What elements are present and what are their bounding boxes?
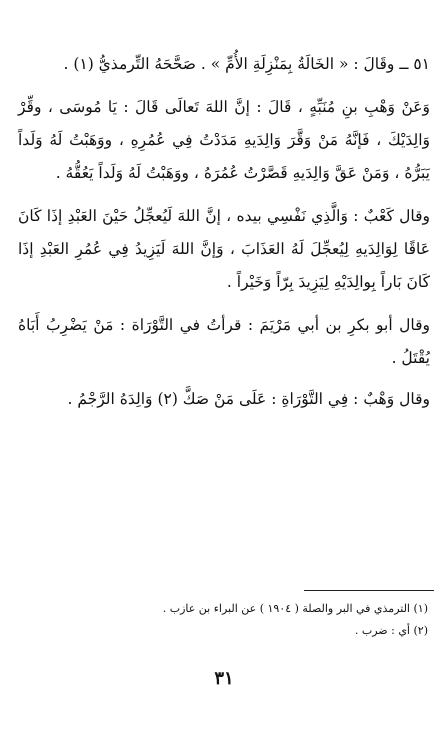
footnote-2: (٢) أي : ضرب . [354,624,428,637]
paragraph-wahb-tawrah: وقال وَهْبٌ : فِي التَّوْرَاةِ : عَلَى مَنْ صَكَّ (٢) وَالِدَهُ الرَّجْمُ . [67,390,430,408]
paragraph-wahb-musa: وَعَنْ وَهْبِ بنِ مُنَبِّهٍ ، قَالَ : إنَّ اللهَ تَعالَى قَالَ : يَا مُوسَى ، وقِّرْ وَالِدَيْكَ ، فَإنَّهُ مَنْ وَقَّرَ وَالِدَيهِ مَدَدْتُ فِي عُمُرِهِ ، ووَهَبْتُ لَهُ وَلَداً يَبَرُّهُ ، وَمَنْ عَقَّ وَالِدَيهِ قَصَّرْتُ عُمُرَهُ ، ووَهَبْتُ لَهُ وَلَداً يَعُقُّهُ . [18,98,430,182]
footnote-separator [304,590,434,591]
paragraph-kaab: وقال كَعْبٌ : وَالَّذِي نَفْسِي بيده ، إنَّ اللهَ لَيُعجِّلُ حَيْنَ العَبْدِ إذَا كَانَ عَاقًا لِوَالِدَيهِ لِيُعجِّلَ لَهُ العَذَابَ ، وَإنَّ اللهَ لَيَزِيدُ فِي عُمُرِ العَبْدِ إذَا كَانَ بَاراً بِوالِدَيْهِ لِيَزِيدَ بِرّاً وَخَيْراً . [18,207,430,291]
paragraph-abu-bakr: وقال أبو بكرِ بن أبي مَرْيَمَ : قرأتُ في التَّوْرَاة : مَنْ يَضْرِبُ أَبَاهُ يُقْتَلُ . [18,316,430,367]
page-number: ٣١ [214,668,234,689]
footnote-1: (١) الترمذي في البر والصلة ( ١٩٠٤ ) عن البراء بن عازب . [162,602,428,615]
main-text [18,48,430,424]
footnotes [18,598,428,642]
paragraph-hadith-51: ٥١ ــ وقَالَ : « الخَالَةُ بِمَنْزِلَةِ الأُمِّ » . صَحَّحَهُ التِّرمذيُّ (١) . [63,55,430,73]
